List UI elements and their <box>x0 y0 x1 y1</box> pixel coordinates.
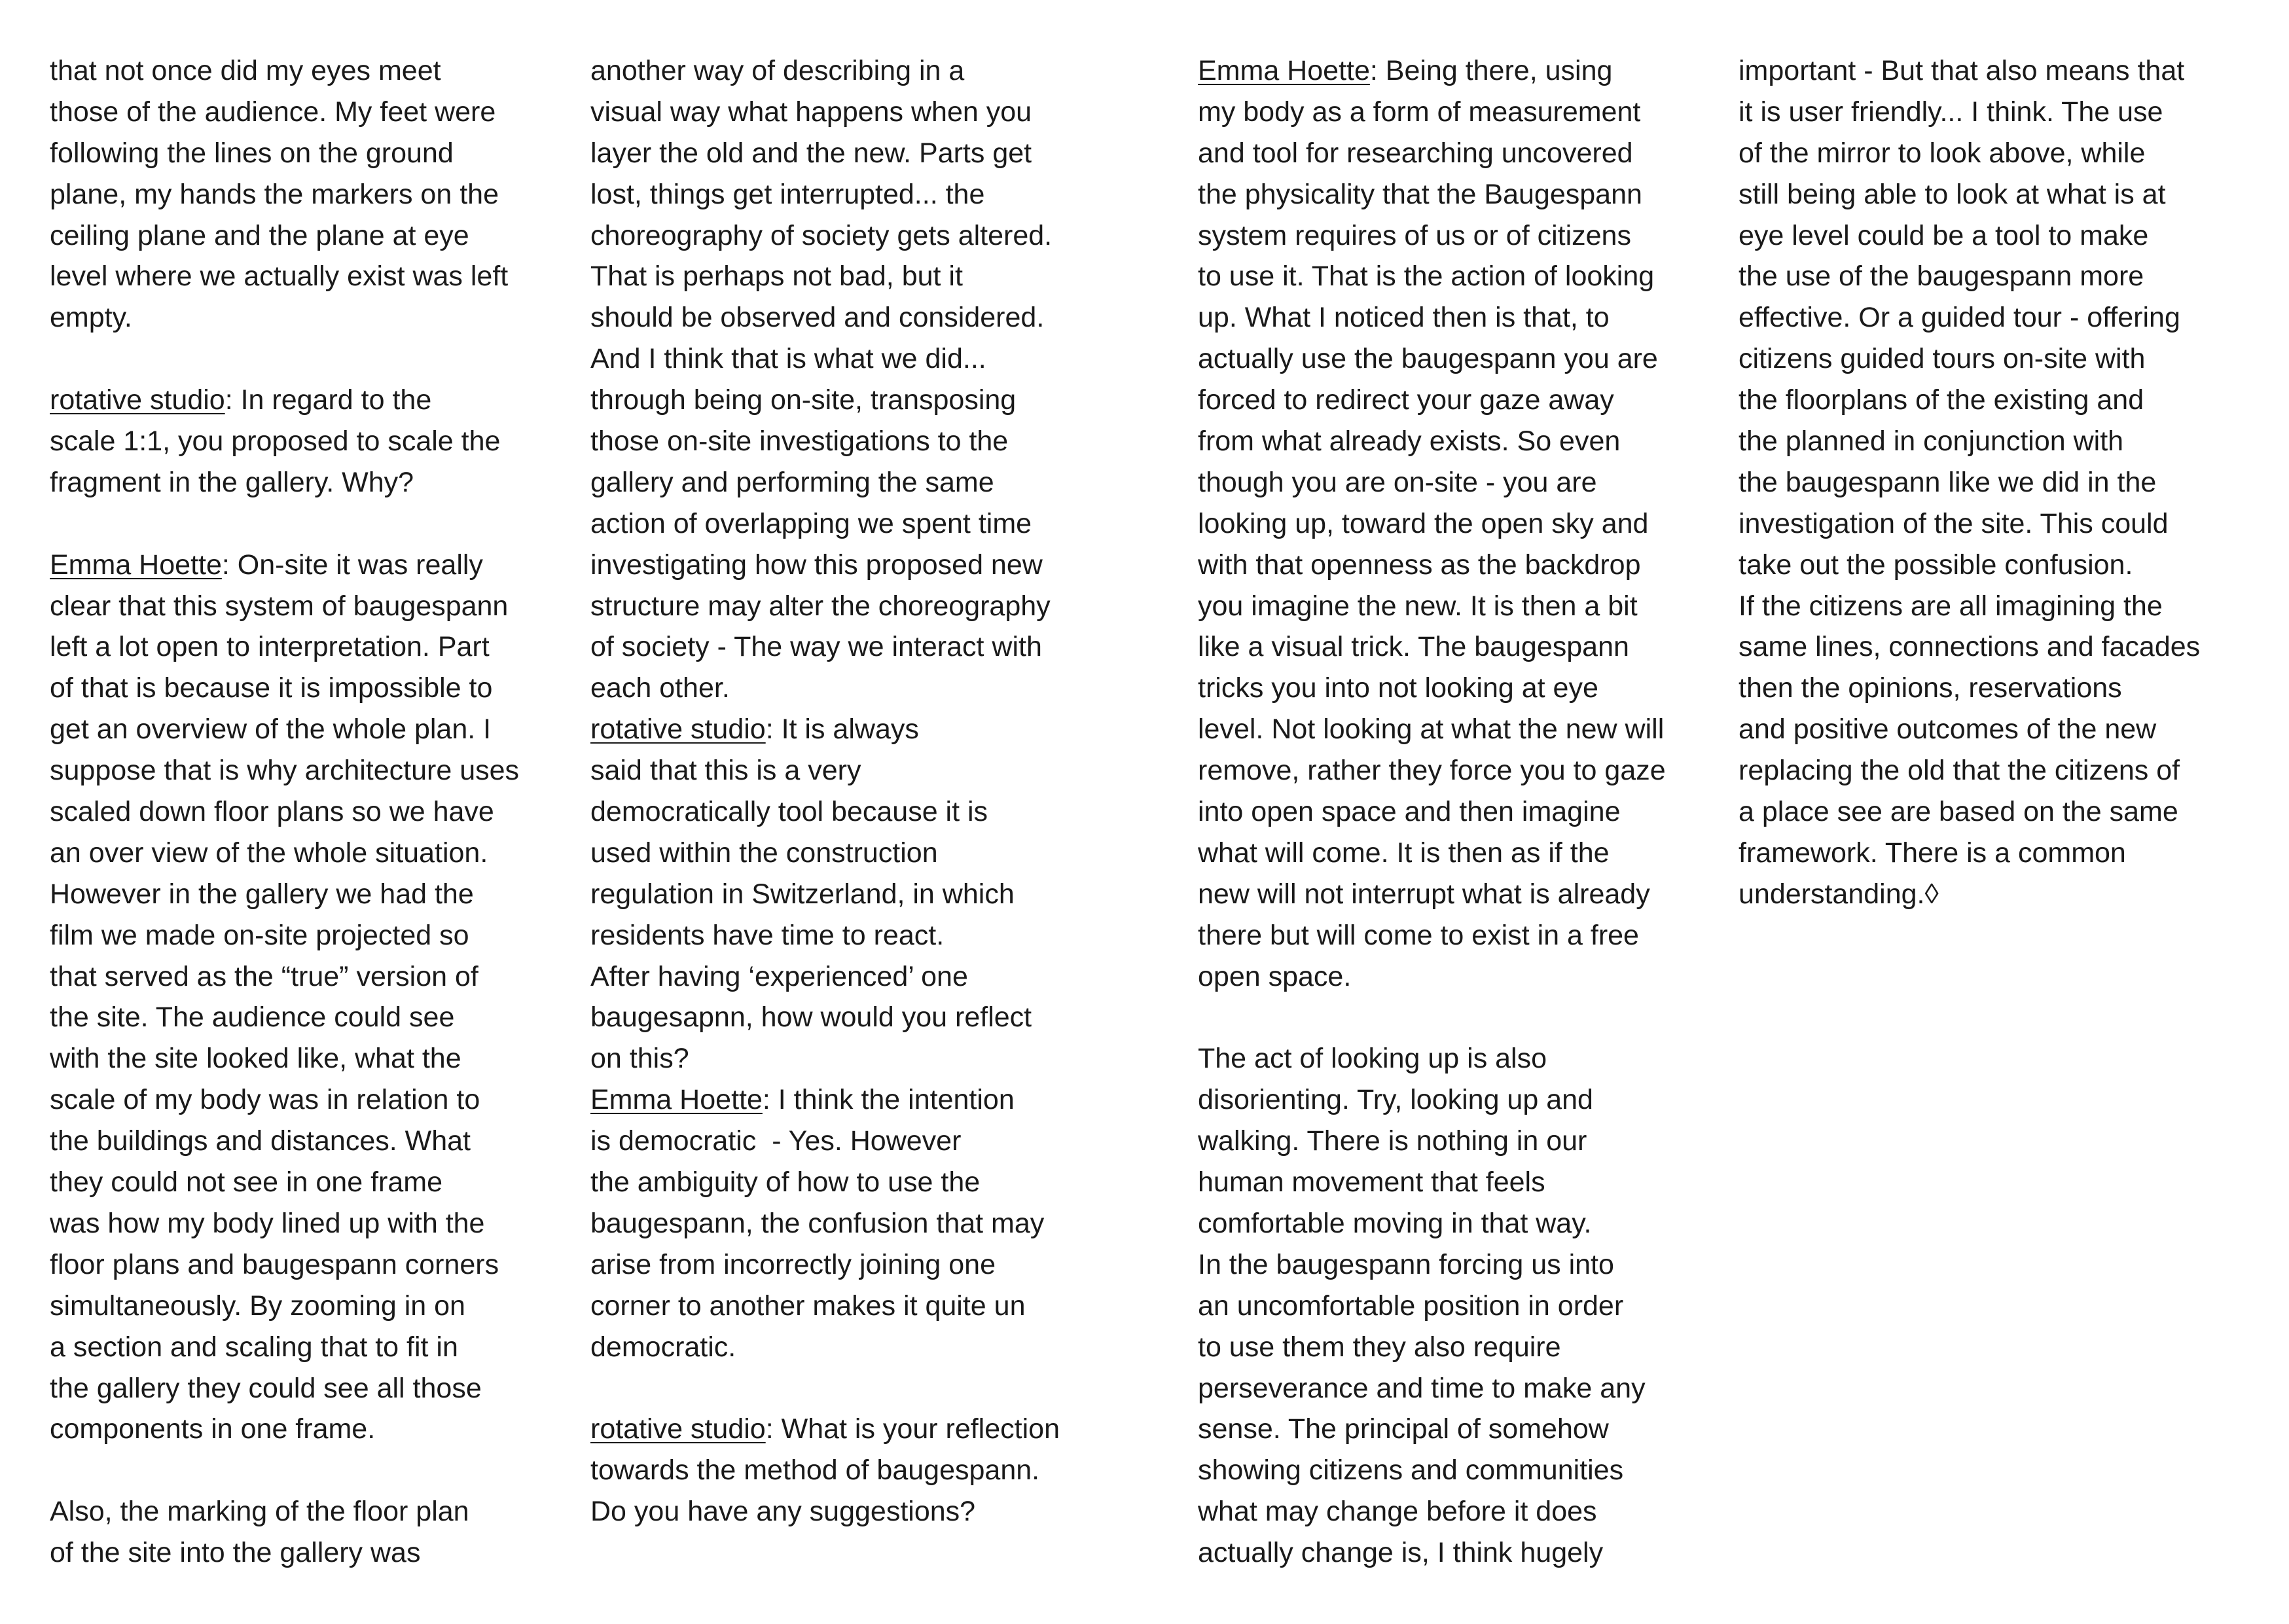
line-text: action of overlapping we spent time <box>590 507 1032 539</box>
text-line <box>1739 174 2200 215</box>
text-column-1 <box>50 50 519 1574</box>
text-line <box>50 92 519 133</box>
text-line <box>1739 297 2200 338</box>
line-text: showing citizens and communities <box>1198 1454 1624 1487</box>
line-text: walking. There is nothing in our <box>1198 1125 1587 1157</box>
line-text: replacing the old that the citizens of <box>1739 755 2180 787</box>
text-line <box>1739 50 2200 92</box>
line-text: understanding.◊ <box>1739 878 1939 910</box>
line-text: the buildings and distances. What <box>50 1125 471 1157</box>
line-text: structure may alter the choreography <box>590 590 1051 622</box>
line-text: then the opinions, reservations <box>1739 672 2122 704</box>
line-text: gallery and performing the same <box>590 466 994 498</box>
text-line <box>590 709 1060 750</box>
line-text: important - But that also means that <box>1739 55 2185 86</box>
text-line <box>1198 338 1666 380</box>
text-line <box>1739 668 2200 709</box>
line-text: an over view of the whole situation. <box>50 837 488 869</box>
line-text: following the lines on the ground <box>50 137 454 169</box>
text-line <box>50 215 519 257</box>
line-text: : It is always <box>765 713 919 746</box>
text-line <box>50 956 519 998</box>
text-line <box>1198 133 1666 174</box>
line-text: those on-site investigations to the <box>590 425 1009 458</box>
text-line <box>50 626 519 668</box>
text-line <box>1198 1409 1666 1450</box>
text-line <box>590 1038 1060 1079</box>
line-text: simultaneously. By zooming in on <box>50 1290 465 1322</box>
line-text: lost, things get interrupted... the <box>590 178 985 210</box>
line-text: there but will come to exist in a free <box>1198 919 1639 951</box>
text-line <box>1198 915 1666 956</box>
text-line <box>50 1327 519 1368</box>
text-line <box>1739 215 2200 257</box>
line-text: of that is because it is impossible to <box>50 672 493 704</box>
line-text: clear that this system of baugespann <box>50 590 509 622</box>
line-text: ceiling plane and the plane at eye <box>50 219 469 251</box>
text-line <box>50 1079 519 1121</box>
text-line <box>590 50 1060 92</box>
speaker-name: rotative studio <box>50 384 225 416</box>
text-line <box>590 833 1060 874</box>
line-text: visual way what happens when you <box>590 96 1032 128</box>
text-line <box>50 1038 519 1079</box>
text-line <box>590 1244 1060 1286</box>
line-text: like a visual trick. The baugespann <box>1198 631 1629 663</box>
text-line <box>590 92 1060 133</box>
speaker-name: Emma Hoette <box>50 549 222 581</box>
line-text: investigation of the site. This could <box>1739 507 2169 539</box>
line-text: framework. There is a common <box>1739 837 2126 869</box>
text-line <box>590 750 1060 791</box>
line-text: scale of my body was in relation to <box>50 1084 480 1116</box>
line-text: what may change before it does <box>1198 1496 1597 1528</box>
line-text: and positive outcomes of the new <box>1739 713 2157 746</box>
line-text: corner to another makes it quite un <box>590 1290 1026 1322</box>
line-text: arise from incorrectly joining one <box>590 1248 996 1280</box>
line-text: comfortable moving in that way. <box>1198 1207 1592 1239</box>
line-text: components in one frame. <box>50 1413 376 1445</box>
text-line <box>1198 1038 1666 1079</box>
line-text: a place see are based on the same <box>1739 796 2178 828</box>
line-text: those of the audience. My feet were <box>50 96 496 128</box>
line-text: And I think that is what we did... <box>590 343 986 375</box>
line-text: actually change is, I think hugely <box>1198 1537 1604 1569</box>
text-line <box>50 1532 519 1574</box>
text-line <box>1198 462 1666 503</box>
text-line <box>590 668 1060 709</box>
text-line <box>1198 174 1666 215</box>
line-text: an uncomfortable position in order <box>1198 1290 1624 1322</box>
text-line <box>50 1286 519 1327</box>
line-text: through being on-site, transposing <box>590 384 1017 416</box>
text-line <box>1198 750 1666 791</box>
text-line <box>1739 503 2200 545</box>
text-line <box>1198 256 1666 297</box>
text-line <box>1198 215 1666 257</box>
line-text: the baugespann like we did in the <box>1739 466 2157 498</box>
line-text: After having ‘experienced’ one <box>590 960 968 992</box>
text-line <box>590 421 1060 462</box>
text-line <box>50 791 519 833</box>
line-text: If the citizens are all imagining the <box>1739 590 2163 622</box>
line-text: effective. Or a guided tour - offering <box>1739 302 2180 334</box>
text-column-4 <box>1739 50 2200 915</box>
text-line <box>590 1368 1060 1409</box>
line-text: used within the construction <box>590 837 938 869</box>
line-text: to use them they also require <box>1198 1331 1561 1363</box>
line-text: of the mirror to look above, while <box>1739 137 2146 169</box>
line-text: was how my body lined up with the <box>50 1207 485 1239</box>
line-text: film we made on-site projected so <box>50 919 469 951</box>
speaker-name: Emma Hoette <box>1198 55 1370 86</box>
line-text: democratic. <box>590 1331 736 1363</box>
text-line <box>590 1121 1060 1162</box>
text-line <box>50 1368 519 1409</box>
line-text: each other. <box>590 672 730 704</box>
text-line <box>50 338 519 380</box>
line-text: the site. The audience could see <box>50 1001 455 1034</box>
line-text: my body as a form of measurement <box>1198 96 1641 128</box>
text-line <box>590 545 1060 586</box>
line-text: sense. The principal of somehow <box>1198 1413 1609 1445</box>
text-line <box>1198 586 1666 627</box>
text-line <box>1739 626 2200 668</box>
line-text: residents have time to react. <box>590 919 945 951</box>
line-text: investigating how this proposed new <box>590 549 1043 581</box>
text-line <box>1198 1368 1666 1409</box>
text-line <box>1198 545 1666 586</box>
line-text: still being able to look at what is at <box>1739 178 2166 210</box>
line-text: However in the gallery we had the <box>50 878 474 910</box>
line-text: take out the possible confusion. <box>1739 549 2133 581</box>
line-text: that not once did my eyes meet <box>50 55 441 86</box>
line-text: disorienting. Try, looking up and <box>1198 1084 1593 1116</box>
line-text: with that openness as the backdrop <box>1198 549 1641 581</box>
line-text: scaled down floor plans so we have <box>50 796 494 828</box>
line-text: though you are on-site - you are <box>1198 466 1597 498</box>
text-line <box>50 750 519 791</box>
text-line <box>590 174 1060 215</box>
text-line <box>50 833 519 874</box>
text-line <box>1198 956 1666 998</box>
line-text: the physicality that the Baugespann <box>1198 178 1642 210</box>
text-line <box>1198 791 1666 833</box>
text-line <box>1198 421 1666 462</box>
line-text: In the baugespann forcing us into <box>1198 1248 1614 1280</box>
text-line <box>1198 997 1666 1038</box>
line-text: into open space and then imagine <box>1198 796 1621 828</box>
text-line <box>590 338 1060 380</box>
line-text: democratically tool because it is <box>590 796 988 828</box>
line-text: tricks you into not looking at eye <box>1198 672 1598 704</box>
line-text: Also, the marking of the floor plan <box>50 1496 469 1528</box>
line-text: of society - The way we interact with <box>590 631 1042 663</box>
text-line <box>50 380 519 421</box>
text-line <box>50 1203 519 1244</box>
speaker-name: rotative studio <box>590 713 766 746</box>
line-text: empty. <box>50 302 132 334</box>
text-line <box>590 874 1060 915</box>
text-line <box>50 1409 519 1450</box>
text-line <box>1739 462 2200 503</box>
line-text: on this? <box>590 1043 689 1075</box>
text-line <box>50 1450 519 1491</box>
line-text: should be observed and considered. <box>590 302 1045 334</box>
text-line <box>1739 709 2200 750</box>
text-column-3 <box>1198 50 1666 1574</box>
text-line <box>50 297 519 338</box>
text-line <box>590 1450 1060 1491</box>
line-text: system requires of us or of citizens <box>1198 219 1631 251</box>
line-text: suppose that is why architecture uses <box>50 755 520 787</box>
text-line <box>1198 874 1666 915</box>
text-line <box>1198 709 1666 750</box>
line-text: is democratic - Yes. However <box>590 1125 962 1157</box>
text-line <box>1198 1244 1666 1286</box>
text-line <box>1739 545 2200 586</box>
line-text: : In regard to the <box>225 384 432 416</box>
line-text: same lines, connections and facades <box>1739 631 2201 663</box>
line-text: level. Not looking at what the new will <box>1198 713 1665 746</box>
text-line <box>1198 1286 1666 1327</box>
line-text: of the site into the gallery was <box>50 1537 421 1569</box>
line-text: human movement that feels <box>1198 1166 1545 1199</box>
text-line <box>1198 668 1666 709</box>
line-text: citizens guided tours on-site with <box>1739 343 2146 375</box>
line-text: : On-site it was really <box>221 549 483 581</box>
text-line <box>1739 586 2200 627</box>
text-line <box>50 586 519 627</box>
text-line <box>1198 1491 1666 1532</box>
line-text: : Being there, using <box>1369 55 1613 86</box>
text-line <box>1739 338 2200 380</box>
text-line <box>50 174 519 215</box>
text-line <box>590 215 1060 257</box>
line-text: level where we actually exist was left <box>50 261 509 293</box>
line-text: layer the old and the new. Parts get <box>590 137 1032 169</box>
text-line <box>1198 1450 1666 1491</box>
line-text: choreography of society gets altered. <box>590 219 1053 251</box>
line-text: forced to redirect your gaze away <box>1198 384 1614 416</box>
text-line <box>1198 380 1666 421</box>
line-text: That is perhaps not bad, but it <box>590 261 963 293</box>
text-line <box>50 462 519 503</box>
line-text: towards the method of baugespann. <box>590 1454 1040 1487</box>
text-line <box>590 1203 1060 1244</box>
line-text: to use it. That is the action of looking <box>1198 261 1655 293</box>
text-line <box>50 915 519 956</box>
line-text: baugesapnn, how would you reflect <box>590 1001 1032 1034</box>
text-line <box>1739 874 2200 915</box>
text-line <box>50 133 519 174</box>
text-line <box>590 1286 1060 1327</box>
text-line <box>1198 1203 1666 1244</box>
text-line <box>590 256 1060 297</box>
text-line <box>590 380 1060 421</box>
text-line <box>50 668 519 709</box>
speaker-name: rotative studio <box>590 1413 766 1445</box>
text-line <box>590 297 1060 338</box>
line-text: looking up, toward the open sky and <box>1198 507 1649 539</box>
line-text: a section and scaling that to fit in <box>50 1331 458 1363</box>
text-line <box>1198 1162 1666 1203</box>
text-line <box>590 956 1060 998</box>
text-line <box>1739 421 2200 462</box>
text-line <box>1198 626 1666 668</box>
line-text: that served as the “true” version of <box>50 960 478 992</box>
text-column-2 <box>590 50 1060 1532</box>
text-line <box>50 545 519 586</box>
line-text: : What is your reflection <box>765 1413 1060 1445</box>
line-text: the floorplans of the existing and <box>1739 384 2144 416</box>
text-line <box>1198 50 1666 92</box>
text-line <box>50 709 519 750</box>
text-line <box>50 1162 519 1203</box>
line-text: they could not see in one frame <box>50 1166 442 1199</box>
line-text: and tool for researching uncovered <box>1198 137 1633 169</box>
text-line <box>50 50 519 92</box>
text-line <box>1739 256 2200 297</box>
line-text: up. What I noticed then is that, to <box>1198 302 1610 334</box>
line-text: the use of the baugespann more <box>1739 261 2144 293</box>
text-line <box>1739 133 2200 174</box>
line-text: said that this is a very <box>590 755 861 787</box>
text-line <box>1198 503 1666 545</box>
text-line <box>590 1409 1060 1450</box>
text-line <box>1739 833 2200 874</box>
line-text: another way of describing in a <box>590 55 965 86</box>
line-text: The act of looking up is also <box>1198 1043 1547 1075</box>
text-line <box>590 997 1060 1038</box>
line-text: from what already exists. So even <box>1198 425 1621 458</box>
line-text: the ambiguity of how to use the <box>590 1166 981 1199</box>
line-text: actually use the baugespann you are <box>1198 343 1658 375</box>
line-text: scale 1:1, you proposed to scale the <box>50 425 501 458</box>
line-text: the gallery they could see all those <box>50 1372 482 1404</box>
text-line <box>50 256 519 297</box>
text-line <box>50 1244 519 1286</box>
line-text: : I think the intention <box>762 1084 1015 1116</box>
line-text: open space. <box>1198 960 1352 992</box>
line-text: it is user friendly... I think. The use <box>1739 96 2163 128</box>
speaker-name: Emma Hoette <box>590 1084 763 1116</box>
line-text: remove, rather they force you to gaze <box>1198 755 1666 787</box>
line-text: regulation in Switzerland, in which <box>590 878 1015 910</box>
line-text: the planned in conjunction with <box>1739 425 2124 458</box>
text-line <box>590 503 1060 545</box>
line-text: fragment in the gallery. Why? <box>50 466 414 498</box>
text-line <box>50 421 519 462</box>
text-line <box>590 626 1060 668</box>
text-line <box>590 1327 1060 1368</box>
text-line <box>1198 1532 1666 1574</box>
text-line <box>1198 297 1666 338</box>
text-line <box>1198 833 1666 874</box>
text-line <box>50 1491 519 1532</box>
line-text: floor plans and baugespann corners <box>50 1248 499 1280</box>
text-line <box>590 1079 1060 1121</box>
text-line <box>1198 92 1666 133</box>
line-text: perseverance and time to make any <box>1198 1372 1646 1404</box>
text-line <box>590 915 1060 956</box>
text-line <box>1739 92 2200 133</box>
line-text: get an overview of the whole plan. I <box>50 713 492 746</box>
text-line <box>50 503 519 545</box>
text-line <box>590 462 1060 503</box>
line-text: left a lot open to interpretation. Part <box>50 631 490 663</box>
text-line <box>1739 750 2200 791</box>
text-line <box>590 1491 1060 1532</box>
text-line <box>590 1162 1060 1203</box>
text-line <box>50 1121 519 1162</box>
text-line <box>590 791 1060 833</box>
line-text: new will not interrupt what is already <box>1198 878 1650 910</box>
text-line <box>1198 1079 1666 1121</box>
line-text: you imagine the new. It is then a bit <box>1198 590 1638 622</box>
text-line <box>1198 1327 1666 1368</box>
text-line <box>50 997 519 1038</box>
text-line <box>1198 1121 1666 1162</box>
text-line <box>50 874 519 915</box>
line-text: eye level could be a tool to make <box>1739 219 2149 251</box>
line-text: with the site looked like, what the <box>50 1043 461 1075</box>
line-text: plane, my hands the markers on the <box>50 178 499 210</box>
text-line <box>590 133 1060 174</box>
line-text: what will come. It is then as if the <box>1198 837 1610 869</box>
text-line <box>1739 791 2200 833</box>
line-text: Do you have any suggestions? <box>590 1496 976 1528</box>
line-text: baugespann, the confusion that may <box>590 1207 1045 1239</box>
text-line <box>1739 380 2200 421</box>
text-line <box>590 586 1060 627</box>
